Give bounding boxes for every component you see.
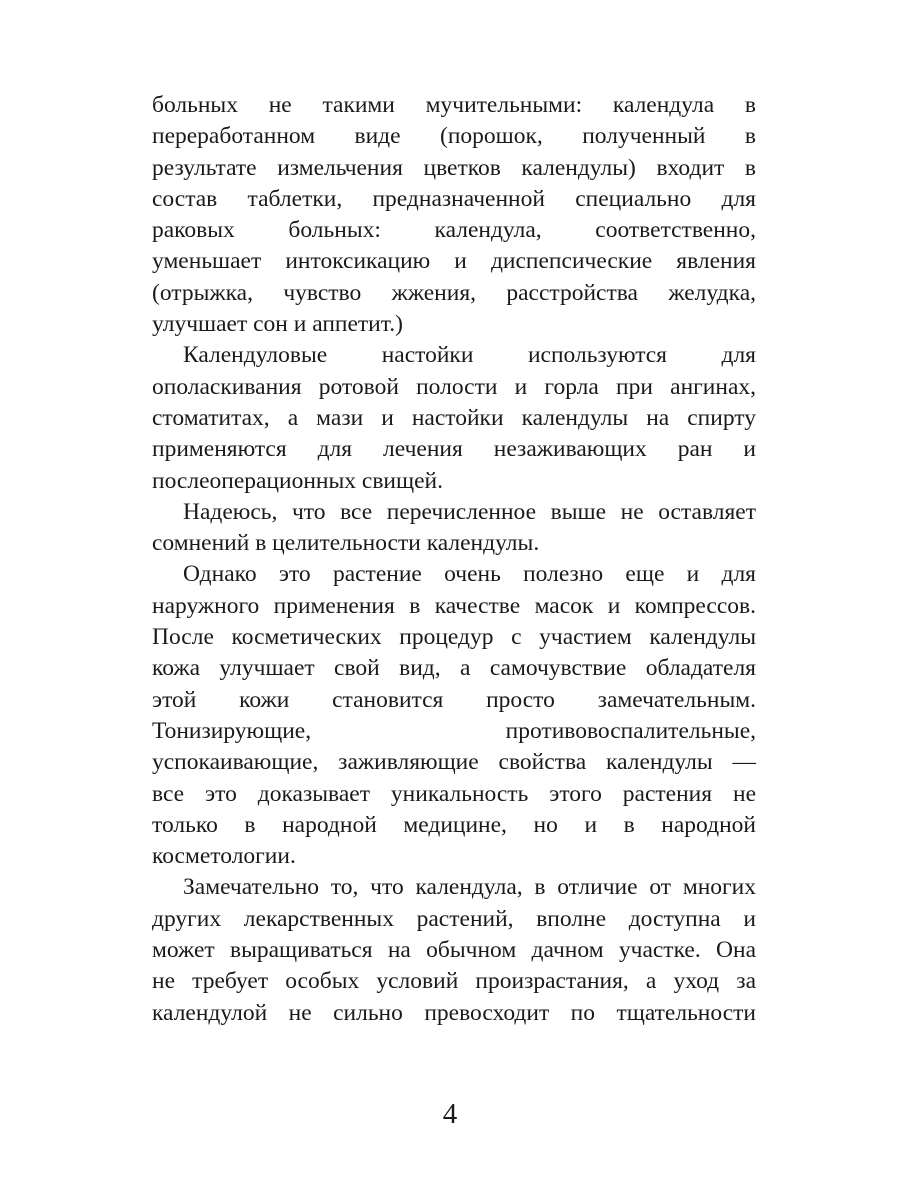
text-line: Календуловые настойки используются для	[183, 342, 756, 369]
text-line: не требует особых условий произрастания, а уход за	[152, 968, 756, 995]
text-line: применяются для лечения незаживающих ран и	[152, 436, 756, 463]
text-line: наружного применения в качестве масок и компрессов.	[152, 592, 756, 619]
text-line: После косметических процедур с участием календулы	[152, 624, 756, 651]
text-line: может выращиваться на обычном дачном участке. Она	[152, 937, 756, 964]
text-line: успокаивающие, заживляющие свойства календулы —	[152, 749, 756, 776]
text-line: сомнений в целительности календулы.	[152, 530, 540, 557]
body-text	[152, 90, 756, 1029]
text-line: Тонизирующие, противовоспалительные,	[152, 717, 756, 744]
text-line: уменьшает интоксикацию и диспепсические явления	[152, 248, 756, 275]
text-line: стоматитах, а мази и настойки календулы на спирту	[152, 404, 756, 431]
text-line: кожа улучшает свой вид, а самочувствие обладателя	[152, 655, 756, 682]
text-line: результате измельчения цветков календулы) входит в	[152, 154, 756, 181]
text-line: состав таблетки, предназначенной специально для	[152, 185, 756, 212]
text-line: послеоперационных свищей.	[152, 467, 443, 494]
page-number: 4	[442, 1098, 458, 1130]
text-line: Однако это растение очень полезно еще и для	[183, 561, 756, 588]
text-line: только в народной медицине, но и в народной	[152, 811, 756, 838]
text-line: переработанном виде (порошок, полученный в	[152, 123, 756, 150]
text-line: этой кожи становится просто замечательным.	[152, 686, 756, 713]
text-line: Замечательно то, что календула, в отличие от многих	[183, 874, 756, 901]
text-line: больных не такими мучительными: календула в	[152, 92, 756, 118]
text-line: косметологии.	[152, 843, 296, 870]
text-line: (отрыжка, чувство жжения, расстройства желудка,	[152, 279, 756, 306]
text-line: улучшает сон и аппетит.)	[152, 311, 403, 338]
text-line: раковых больных: календула, соответственно,	[152, 217, 756, 244]
text-line: все это доказывает уникальность этого растения не	[152, 780, 756, 807]
text-line: Надеюсь, что все перечисленное выше не оставляет	[183, 498, 756, 525]
text-line: календулой не сильно превосходит по тщательности	[152, 999, 756, 1026]
text-line: ополаскивания ротовой полости и горла при ангинах,	[152, 373, 756, 400]
text-line: других лекарственных растений, вполне доступна и	[152, 905, 756, 932]
